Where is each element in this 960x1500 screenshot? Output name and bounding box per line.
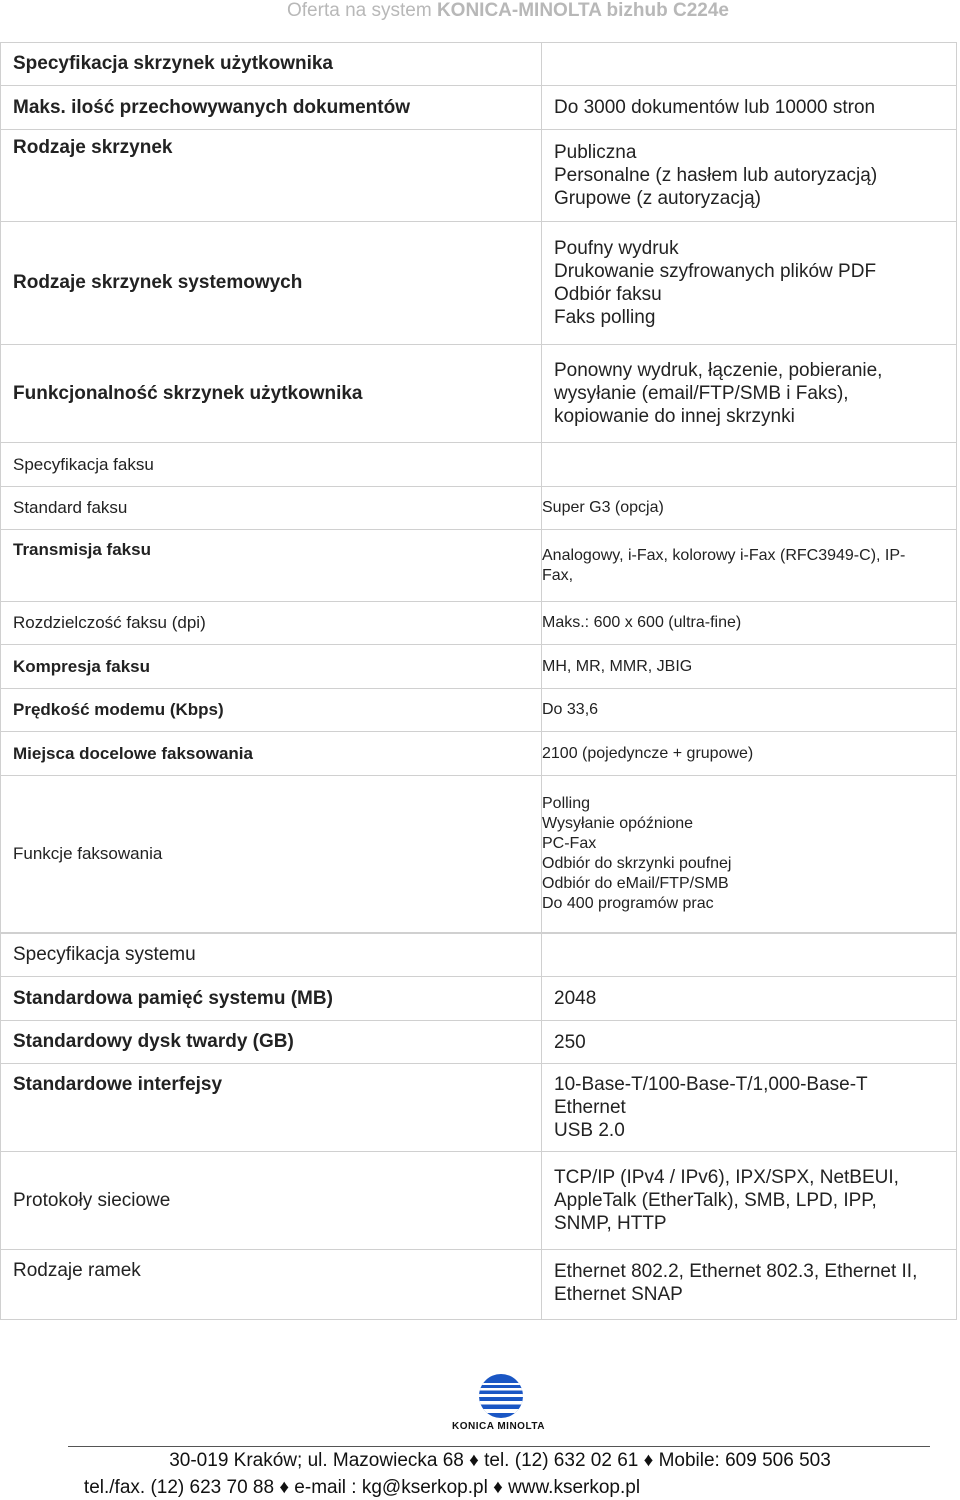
table-row (1, 1250, 957, 1320)
row-value: Analogowy, i-Fax, kolorowy i-Fax (RFC3949-C), IP- Fax, (542, 530, 957, 602)
table-row (1, 487, 957, 530)
header-product: KONICA-MINOLTA bizhub C224e (436, 0, 729, 21)
table-row (1, 732, 957, 776)
footer-divider (68, 1446, 930, 1447)
table-row (1, 977, 957, 1021)
footer-contact: tel./fax. (12) 623 70 88 ♦ e-mail : kg@kserkop.pl ♦ www.kserkop.pl (83, 1477, 641, 1498)
row-value: Maks.: 600 x 600 (ultra-fine) (542, 602, 957, 645)
row-value: Super G3 (opcja) (542, 487, 957, 530)
table-row (1, 645, 957, 689)
table-row (1, 689, 957, 732)
section-title: Specyfikacja faksu (1, 443, 542, 487)
footer-address: 30-019 Kraków; ul. Mazowiecka 68 ♦ tel. (12) 632 02 61 ♦ Mobile: 609 506 503 (169, 1450, 831, 1471)
row-label: Standard faksu (1, 487, 542, 530)
row-label: Rodzaje skrzynek systemowych (1, 222, 542, 345)
row-label: Rodzaje skrzynek (1, 130, 542, 222)
table-row (1, 222, 957, 345)
row-value: Polling Wysyłanie opóźnione PC-Fax Odbiór do skrzynki poufnej Odbiór do eMail/FTP/SMB Do 400 programów prac (542, 776, 957, 933)
row-label: Standardowa pamięć systemu (MB) (1, 977, 542, 1021)
row-label: Funkcjonalność skrzynek użytkownika (1, 345, 542, 443)
row-value: Poufny wydruk Drukowanie szyfrowanych plików PDF Odbiór faksu Faks polling (542, 222, 957, 345)
row-value: Ponowny wydruk, łączenie, pobieranie, wysyłanie (email/FTP/SMB i Faks), kopiowanie do innej skrzynki (542, 345, 957, 443)
table-row (1, 530, 957, 602)
page-header (287, 0, 729, 22)
table-row (1, 602, 957, 645)
row-value: 250 (542, 1021, 957, 1064)
row-label: Standardowe interfejsy (1, 1064, 542, 1152)
row-label: Prędkość modemu (Kbps) (1, 689, 542, 732)
row-value: MH, MR, MMR, JBIG (542, 645, 957, 689)
row-label: Rozdzielczość faksu (dpi) (1, 602, 542, 645)
row-label: Protokoły sieciowe (1, 1152, 542, 1250)
row-value: Do 3000 dokumentów lub 10000 stron (542, 86, 957, 130)
section-title: Specyfikacja skrzynek użytkownika (1, 43, 542, 86)
row-value: Do 33,6 (542, 689, 957, 732)
row-label: Standardowy dysk twardy (GB) (1, 1021, 542, 1064)
row-label: Transmisja faksu (1, 530, 542, 602)
table-row (1, 776, 957, 933)
fax-table (0, 442, 957, 933)
table-row (1, 130, 957, 222)
row-label: Funkcje faksowania (1, 776, 542, 933)
row-label: Miejsca docelowe faksowania (1, 732, 542, 776)
table-row (1, 345, 957, 443)
row-value: Ethernet 802.2, Ethernet 802.3, Ethernet II, Ethernet SNAP (542, 1250, 957, 1320)
table-row (1, 1152, 957, 1250)
table-row (1, 1021, 957, 1064)
row-value: 2100 (pojedyncze + grupowe) (542, 732, 957, 776)
row-label: Kompresja faksu (1, 645, 542, 689)
row-label: Rodzaje ramek (1, 1250, 542, 1320)
user-box-table (0, 42, 957, 443)
row-label: Maks. ilość przechowywanych dokumentów (1, 86, 542, 130)
table-row (1, 86, 957, 130)
logo-text: KONICA MINOLTA (452, 1421, 545, 1432)
row-value: 2048 (542, 977, 957, 1021)
row-value: TCP/IP (IPv4 / IPv6), IPX/SPX, NetBEUI, AppleTalk (EtherTalk), SMB, LPD, IPP, SNMP, HTTP (542, 1152, 957, 1250)
row-value: Publiczna Personalne (z hasłem lub autoryzacją) Grupowe (z autoryzacją) (542, 130, 957, 222)
header-prefix: Oferta na system (287, 0, 437, 21)
row-value: 10-Base-T/100-Base-T/1,000-Base-T Ethernet USB 2.0 (542, 1064, 957, 1152)
table-row (1, 1064, 957, 1152)
system-table (0, 933, 957, 1320)
section-title: Specyfikacja systemu (1, 934, 542, 977)
